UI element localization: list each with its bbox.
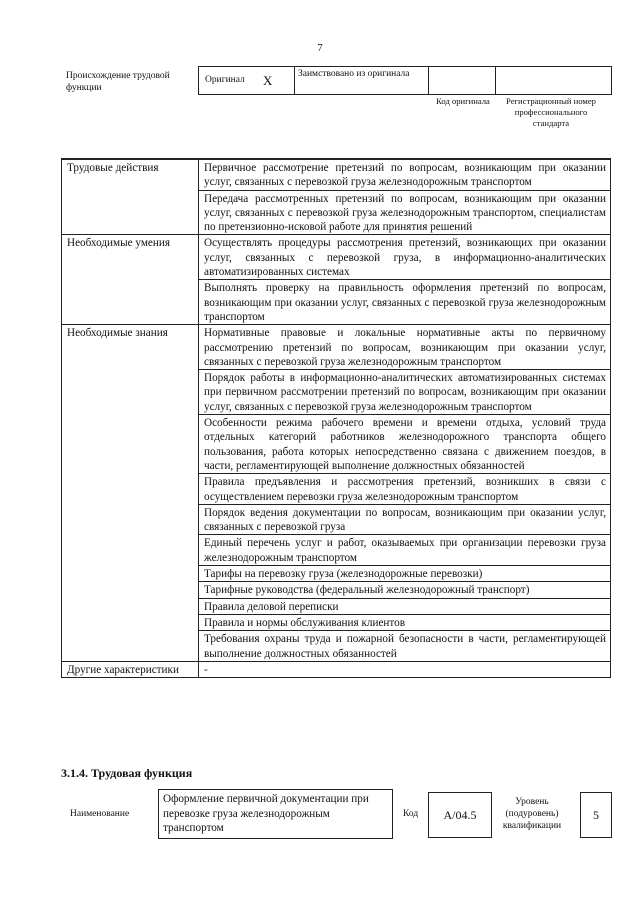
origin-label: Происхождение трудовой функции — [66, 71, 170, 93]
level-label: Уровень (подуровень) квалификации — [502, 797, 562, 831]
original-label: Оригинал — [205, 75, 245, 85]
knowledge-item: Особенности режима рабочего времени и времени отдыха, условий труда отдельных категорий работников железнодорожного транспорта общего пользования, работа которых непосредственно связана с движением поездов, в части, регламентирующей выполнение должностных обязанностей — [199, 415, 611, 474]
naming-label: Наименование — [70, 809, 130, 819]
original-mark: X — [263, 73, 273, 88]
knowledge-item: Тарифные руководства (федеральный железнодорожный транспорт) — [199, 582, 611, 598]
knowledge-item: Тарифы на перевозку груза (железнодорожные перевозки) — [199, 566, 611, 582]
knowledge-item: Нормативные правовые и локальные нормативные акты по первичному рассмотрению претензий по вопросам, возникающим при оказании услуг, связанных с перевозкой груза железнодорожным транспортом — [199, 325, 611, 370]
knowledge-item: Правила деловой переписки — [199, 598, 611, 614]
origin-box — [198, 66, 612, 95]
section-label: Другие характеристики — [62, 661, 199, 677]
labor-function-table — [61, 158, 611, 678]
knowledge-item: Порядок ведения документации по вопросам, возникающим при оказании услуг, связанных с перевозкой груза — [199, 504, 611, 535]
knowledge-item: Правила предъявления и рассмотрения претензий, возникших в связи с осуществлением перевозки груза железнодорожным транспортом — [199, 474, 611, 505]
borrowed-label: Заимствовано из оригинала — [298, 69, 410, 79]
section-label: Необходимые знания — [62, 325, 199, 662]
skill-item: Выполнять проверку на правильность оформления претензий по вопросам, возникающим при оказании услуг, связанных с перевозкой груза железнодорожным транспортом — [199, 280, 611, 325]
labor-action-item: Передача рассмотренных претензий по вопросам, возникающим при оказании услуг, связанных с перевозкой груза железнодорожным транспортом, специалистам по претензионно-исковой работе для принятия решений — [199, 190, 611, 235]
code-value: А/04.5 — [428, 792, 492, 838]
knowledge-item: Правила и нормы обслуживания клиентов — [199, 614, 611, 630]
naming-value: Оформление первичной документации при перевозке груза железнодорожным транспортом — [158, 789, 393, 839]
knowledge-item: Требования охраны труда и пожарной безопасности в части, регламентирующей выполнение должностных обязанностей — [199, 631, 611, 662]
section-label: Необходимые умения — [62, 235, 199, 325]
labor-action-item: Первичное рассмотрение претензий по вопросам, возникающим при оказании услуг, связанных с перевозкой груза железнодорожным транспортом — [199, 159, 611, 190]
level-value: 5 — [580, 792, 612, 838]
section-label: Трудовые действия — [62, 159, 199, 235]
registration-caption: Регистрационный номер профессионального стандарта — [506, 96, 596, 128]
section-title: 3.1.4. Трудовая функция — [61, 766, 193, 780]
knowledge-item: Единый перечень услуг и работ, оказываемых при организации перевозки груза железнодорожным транспортом — [199, 535, 611, 566]
code-label: Код — [403, 809, 419, 819]
other-characteristics-value: - — [199, 661, 611, 677]
code-caption: Код оригинала — [436, 96, 490, 106]
page-number: 7 — [317, 42, 323, 54]
skill-item: Осуществлять процедуры рассмотрения претензий, возникающих при оказании услуг, связанных с перевозкой груза, в информационно-аналитических автоматизированных системах — [199, 235, 611, 280]
knowledge-item: Порядок работы в информационно-аналитических автоматизированных системах при первичном рассмотрении претензий по вопросам, возникающим при оказании услуг, связанных с перевозкой груза железнодорожным транспортом — [199, 370, 611, 415]
